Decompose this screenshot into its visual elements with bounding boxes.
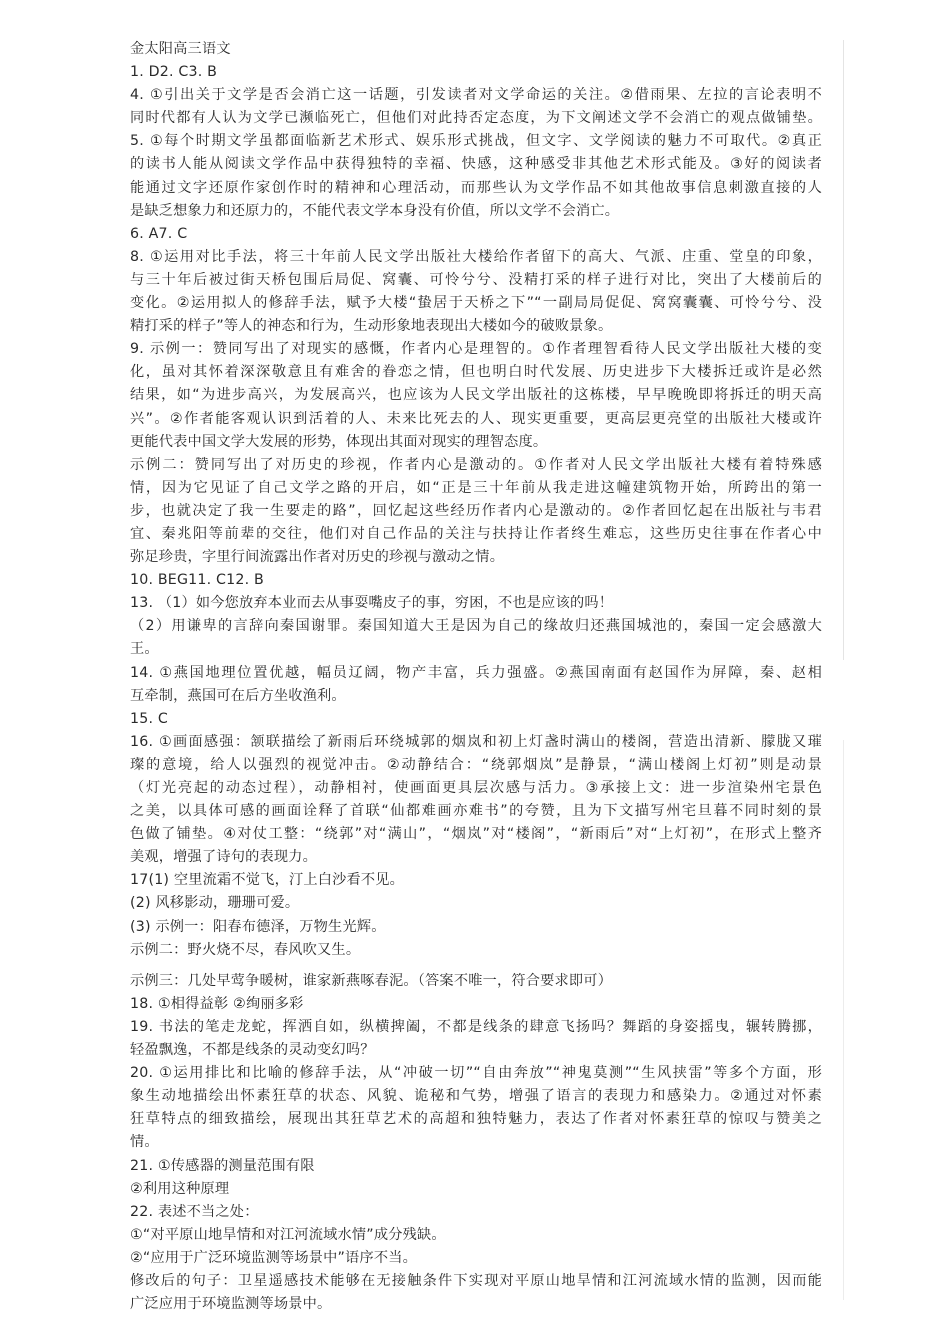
answer-line: 化，虽对其怀着深深敬意且有难舍的眷恋之情，但也明白时代发展、历史进步下大楼拆迁或许是必然 xyxy=(130,364,822,381)
answer-line: ②利用这种原理 xyxy=(130,1180,230,1197)
answer-line: 狂草特点的细致描绘，展现出其狂草艺术的高超和独特魅力，表达了作者对怀素狂草的惊叹与赞美之 xyxy=(130,1111,822,1128)
answer-line: 与三十年后被过街天桥包围后局促、窝囊、可怜兮兮、没精打采的样子进行对比，突出了大楼前后的 xyxy=(130,271,822,288)
answer-line: 21. ①传感器的测量范围有限 xyxy=(130,1157,315,1174)
answer-line: 16. ①画面感强：颔联描绘了新雨后环绕城郭的烟岚和初上灯盏时满山的楼阁，营造出清新、朦胧又璀 xyxy=(130,733,822,750)
answer-line: ①“对平原山地旱情和对江河流域水情”成分残缺。 xyxy=(130,1226,446,1243)
answer-line: 示例二：野火烧不尽，春风吹又生。 xyxy=(130,941,361,958)
answer-line: 宜、秦兆阳等前辈的交往，他们对自己作品的关注与扶持让作者终生难忘，这些历史往事在作者心中 xyxy=(130,525,822,542)
answer-line: 1. D2. C3. B xyxy=(130,64,218,81)
answer-line: 步，也就决定了我一生要走的路”，回忆起这些经历作者内心是激动的。②作者回忆起在出版社与韦君 xyxy=(130,502,822,519)
answer-line: 10. BEG11. C12. B xyxy=(130,572,264,589)
answer-line: 璨的意境，给人以强烈的视觉冲击。②动静结合：“绕郭烟岚”是静景，“满山楼阁上灯初”则是动景 xyxy=(130,756,822,773)
answer-line: 5. ①每个时期文学虽都面临新艺术形式、娱乐形式挑战，但文字、文学阅读的魅力不可取代。②真正 xyxy=(130,133,822,150)
answer-line: 轻盈飘逸，不都是线条的灵动变幻吗？ xyxy=(130,1042,375,1059)
answer-line: 18. ①相得益彰 ②绚丽多彩 xyxy=(130,995,304,1012)
answer-document xyxy=(130,38,822,1316)
answer-line: 22. 表述不当之处： xyxy=(130,1203,259,1220)
answer-line: 4. ①引出关于文学是否会消亡这一话题，引发读者对文学命运的关注。②借雨果、左拉的言论表明不 xyxy=(130,87,822,104)
answer-line: 9. 示例一：赞同写出了对现实的感慨，作者内心是理智的。①作者理智看待人民文学出版社大楼的变 xyxy=(130,341,822,358)
answer-line: 变化。②运用拟人的修辞手法，赋予大楼“蛰居于天桥之下”“一副局局促促、窝窝囊囊、可怜兮兮、没 xyxy=(130,295,822,312)
answer-line: 更能代表中国文学大发展的形势，体现出其面对现实的理智态度。 xyxy=(130,433,548,450)
answer-line: （灯光亮起的动态过程），动静相衬，使画面更具层次感与活力。③承接上文：进一步渲染州宅景色 xyxy=(130,780,822,796)
answer-line: 6. A7. C xyxy=(130,225,188,242)
answer-line: 同时代都有人认为文学已濒临死亡，但他们对此持否定态度，为下文阐述文学不会消亡的观点做铺垫。 xyxy=(130,110,822,127)
answer-line: 示例三：几处早莺争暖树，谁家新燕啄春泥。（答案不唯一，符合要求即可） xyxy=(130,972,613,989)
answer-line: ②“应用于广泛环境监测等场景中”语序不当。 xyxy=(130,1249,417,1266)
answer-line: 是缺乏想象力和还原力的，不能代表文学本身没有价值，所以文学不会消亡。 xyxy=(130,202,620,219)
answer-line: 15. C xyxy=(130,710,168,727)
answer-line: 能通过文字还原作家创作时的精神和心理活动，而那些认为文学作品不如其他故事信息刺激直接的人 xyxy=(130,179,822,196)
answer-line: 情，因为它见证了自己文学之路的开启，如“正是三十年前从我走进这幢建筑物开始，所跨出的第一 xyxy=(130,479,822,496)
answer-line: 13. （1）如今您放弃本业而去从事耍嘴皮子的事，穷困，不也是应该的吗！ xyxy=(130,595,614,612)
answer-line: 互牵制，燕国可在后方坐收渔利。 xyxy=(130,687,346,704)
answer-line: 8. ①运用对比手法，将三十年前人民文学出版社大楼给作者留下的高大、气派、庄重、堂皇的印象， xyxy=(130,248,822,265)
document-title: 金太阳高三语文 xyxy=(130,41,231,57)
answer-line: 19. 书法的笔走龙蛇，挥洒自如，纵横捭阖，不都是线条的肆意飞扬吗？舞蹈的身姿摇曳，辗转腾挪， xyxy=(130,1018,822,1035)
answer-line: 兴”。②作者能客观认识到活着的人、未来比死去的人、现实更重要，更高层更亮堂的出版社大楼或许 xyxy=(130,410,822,427)
answer-line: 17(1) 空里流霜不觉飞，汀上白沙看不见。 xyxy=(130,872,405,889)
answer-line: 美观，增强了诗句的表现力。 xyxy=(130,849,318,866)
answer-line: 示例二：赞同写出了对历史的珍视，作者内心是激动的。①作者对人民文学出版社大楼有着特殊感 xyxy=(130,456,822,473)
answer-line: 结果，如“为进步高兴，为发展高兴，也应该为人民文学出版社的这栋楼，早早晚晚即将拆迁的明天高 xyxy=(130,387,822,404)
answer-line: 之美，以具体可感的画面诠释了首联“仙都难画亦难书”的夸赞，且为下文描写州宅旦暮不同时刻的景 xyxy=(130,803,822,820)
answer-line: 修改后的句子：卫星遥感技术能够在无接触条件下实现对平原山地旱情和江河流域水情的监测，因而能 xyxy=(130,1272,822,1289)
answer-line: 精打采的样子”等人的神态和行为，生动形象地表现出大楼如今的破败景象。 xyxy=(130,318,613,335)
answer-line: （2）用谦卑的言辞向秦国谢罪。秦国知道大王是因为自己的缘故归还燕国城池的，秦国一定会感激大 xyxy=(130,618,822,635)
answer-line: (3) 示例一：阳春布德泽，万物生光辉。 xyxy=(130,918,386,935)
answer-line: 象生动地描绘出怀素狂草的状态、风貌、诡秘和气势，增强了语言的表现力和感染力。②通过对怀素 xyxy=(130,1088,822,1105)
answer-line: 14. ①燕国地理位置优越，幅员辽阔，物产丰富，兵力强盛。②燕国南面有赵国作为屏障，秦、赵相 xyxy=(130,664,822,681)
answer-line: 的读书人能从阅读文学作品中获得独特的幸福、快感，这种感受非其他艺术形式能及。③好的阅读者 xyxy=(130,156,822,173)
answer-line: (2) 风移影动，珊珊可爱。 xyxy=(130,895,300,912)
answer-line: 广泛应用于环境监测等场景中。 xyxy=(130,1296,332,1313)
paragraph-gap xyxy=(130,962,822,970)
answer-line: 20. ①运用排比和比喻的修辞手法，从“冲破一切”“自由奔放”“神鬼莫测”“生风挟雷”等多个方面，形 xyxy=(130,1065,822,1082)
answer-line: 色做了铺垫。④对仗工整：“绕郭”对“满山”，“烟岚”对“楼阁”，“新雨后”对“上灯初”，在形式上整齐 xyxy=(130,826,822,843)
answer-line: 弥足珍贵，字里行间流露出作者对历史的珍视与激动之情。 xyxy=(130,549,505,566)
answer-line: 情。 xyxy=(130,1134,159,1151)
page-edge-line xyxy=(843,40,844,660)
answer-line: 王。 xyxy=(130,641,159,658)
page-edge-line xyxy=(843,740,844,1300)
